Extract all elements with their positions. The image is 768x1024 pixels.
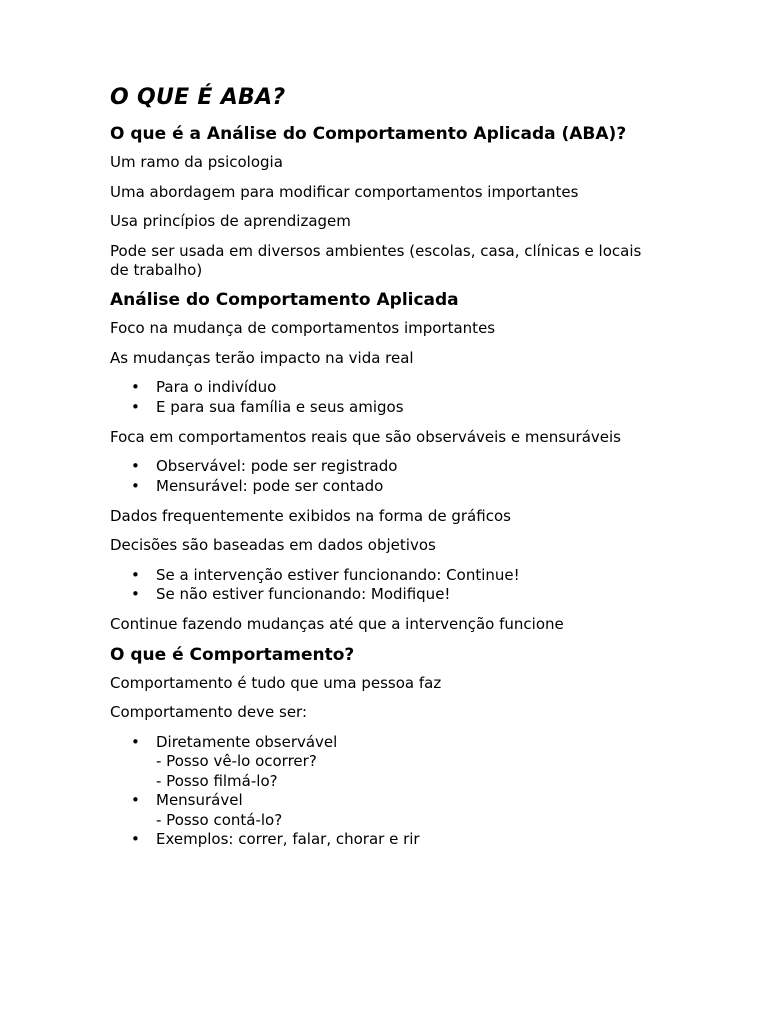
list-item: • E para sua família e seus amigos bbox=[110, 398, 650, 418]
section-heading-analise: Análise do Comportamento Aplicada bbox=[110, 290, 459, 310]
list-item bbox=[110, 791, 650, 830]
bullet-list bbox=[110, 457, 650, 496]
list-item-sub: - Posso contá-lo? bbox=[156, 810, 283, 829]
paragraph: Usa princípios de aprendizagem bbox=[110, 212, 351, 230]
list-item-sub: - Posso vê-lo ocorrer? bbox=[156, 752, 317, 770]
document-title: O QUE É ABA? bbox=[110, 85, 286, 110]
list-item-text: • Mensurável bbox=[156, 791, 243, 809]
list-item: • Para o indivíduo bbox=[110, 378, 650, 398]
bullet-list bbox=[110, 566, 650, 605]
paragraph: Foco na mudança de comportamentos importantes bbox=[110, 319, 496, 337]
list-item bbox=[110, 733, 650, 792]
bullet-list bbox=[110, 733, 650, 850]
paragraph: Foca em comportamentos reais que são observáveis e mensuráveis bbox=[110, 427, 621, 446]
paragraph: As mudanças terão impacto na vida real bbox=[110, 348, 414, 367]
list-item: • Se não estiver funcionando: Modifique! bbox=[110, 585, 650, 605]
list-item: • Mensurável: pode ser contado bbox=[110, 477, 650, 497]
paragraph: Uma abordagem para modificar comportamentos importantes bbox=[110, 182, 579, 201]
paragraph: Um ramo da psicologia bbox=[110, 153, 283, 171]
list-item-text: • Exemplos: correr, falar, chorar e rir bbox=[156, 830, 420, 848]
bullet-list bbox=[110, 378, 650, 417]
list-item: • Observável: pode ser registrado bbox=[110, 457, 650, 477]
section-heading-comportamento: O que é Comportamento? bbox=[110, 644, 355, 665]
list-item-text: • Diretamente observável bbox=[156, 732, 338, 751]
paragraph: Pode ser usada em diversos ambientes (escolas, casa, clínicas e locais de trabalho) bbox=[110, 241, 642, 279]
section-heading-aba: O que é a Análise do Comportamento Aplicada (ABA)? bbox=[110, 124, 627, 144]
document-page bbox=[110, 84, 650, 860]
paragraph: Continue fazendo mudanças até que a intervenção funcione bbox=[110, 615, 564, 633]
list-item: • Se a intervenção estiver funcionando: Continue! bbox=[110, 566, 650, 586]
paragraph: Comportamento é tudo que uma pessoa faz bbox=[110, 673, 442, 692]
paragraph: Decisões são baseadas em dados objetivos bbox=[110, 536, 436, 554]
list-item-sub: - Posso filmá-lo? bbox=[156, 771, 278, 790]
paragraph: Dados frequentemente exibidos na forma de gráficos bbox=[110, 506, 511, 525]
paragraph: Comportamento deve ser: bbox=[110, 703, 307, 721]
list-item bbox=[110, 830, 650, 850]
